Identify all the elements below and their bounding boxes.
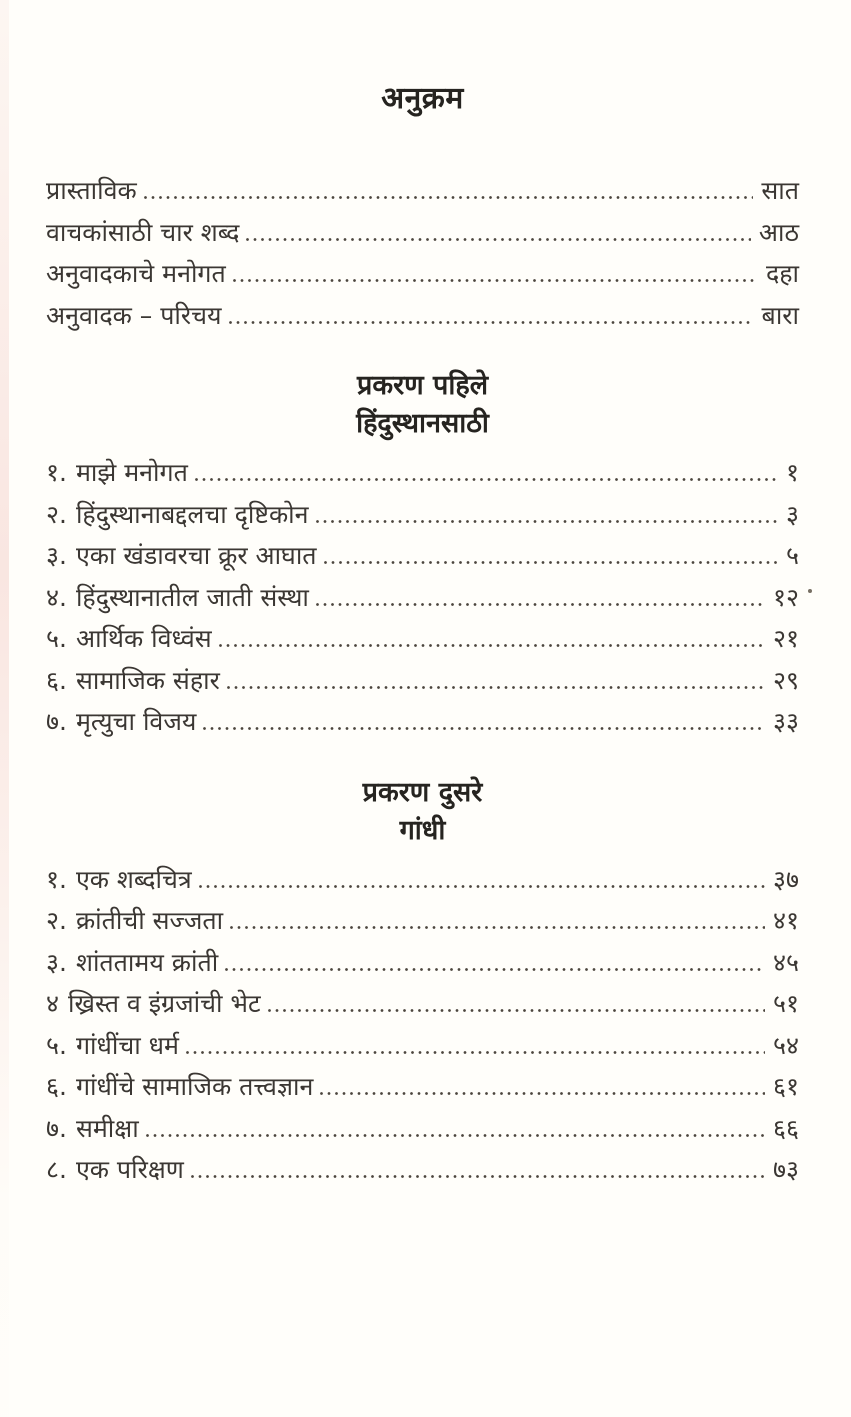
dot-leader [233, 279, 758, 282]
dot-leader [320, 1092, 765, 1095]
page-number: ४१ [772, 906, 799, 935]
entry-number: २. [46, 906, 67, 935]
section-heading [46, 367, 799, 443]
page-number: ४५ [772, 947, 799, 977]
ink-dot-artifact [808, 589, 812, 593]
entry-title: प्रास्ताविक [46, 176, 137, 205]
front-matter-entry [46, 173, 799, 215]
entry-number: ६. [46, 665, 67, 695]
chapter-entry [46, 621, 799, 663]
dot-leader [227, 686, 765, 689]
page-number: ५१ [772, 989, 799, 1018]
dot-leader [199, 885, 765, 888]
page-number: सात [761, 176, 799, 205]
entry-title: आर्थिक विध्वंस [75, 624, 212, 653]
dot-leader [316, 520, 778, 523]
dot-leader [324, 561, 778, 564]
entry-number: ४. [46, 582, 67, 612]
entry-title: हिंदुस्थानातील जाती संस्था [75, 582, 309, 612]
entry-title: समीक्षा [75, 1113, 139, 1143]
page-number: २९ [772, 665, 799, 695]
entry-title: एक परिक्षण [75, 1155, 184, 1184]
page-number: ६१ [772, 1072, 799, 1101]
entry-title: हिंदुस्थानाबद्दलचा दृष्टिकोन [75, 499, 309, 529]
entry-number: ५. [46, 624, 67, 653]
chapter-entry [46, 704, 799, 746]
front-matter-entry [46, 215, 799, 257]
page-number: २१ [772, 624, 799, 653]
entry-title: शांततामय क्रांती [75, 947, 219, 977]
entry-number: १. [46, 864, 67, 894]
entry-title: एका खंडावरचा क्रूर आघात [75, 541, 317, 570]
entry-title: क्रांतीची सज्जता [75, 906, 224, 935]
entry-number: ५. [46, 1030, 67, 1060]
entry-number: २. [46, 499, 67, 529]
page-number: १ [785, 458, 799, 487]
page-number: आठ [758, 217, 799, 247]
chapter-entry [46, 986, 799, 1028]
entry-number: ७. [46, 707, 67, 736]
dot-leader [225, 968, 765, 971]
dot-leader [144, 196, 754, 199]
chapter-entry [46, 862, 799, 904]
dot-leader [316, 603, 765, 606]
section-heading-line2: गांधी [399, 814, 446, 846]
chapter-entry [46, 538, 799, 580]
entry-number: ६. [46, 1072, 67, 1101]
section-heading-line2: हिंदुस्थानसाठी [356, 408, 489, 439]
chapter-list [46, 455, 799, 746]
dot-leader [246, 238, 751, 241]
dot-leader [203, 727, 765, 730]
entry-number: ८. [46, 1155, 67, 1184]
page-number: १२ [772, 582, 799, 612]
chapter-list [46, 862, 799, 1194]
entry-number: १. [46, 458, 67, 487]
dot-leader [195, 478, 778, 481]
dot-leader [146, 1134, 765, 1137]
dot-leader [191, 1175, 765, 1178]
dot-leader [219, 644, 765, 647]
chapter-entry [46, 663, 799, 705]
page-number: दहा [765, 259, 799, 288]
section-heading-line1: प्रकरण पहिले [356, 370, 489, 401]
page-number: ५ [785, 541, 799, 570]
page-number: ६६ [772, 1113, 799, 1143]
page-number: ३ [785, 499, 799, 529]
dot-leader [268, 1009, 765, 1012]
page-number: ५४ [772, 1030, 799, 1060]
dot-leader [230, 926, 765, 929]
contents-title: अनुक्रम [381, 81, 464, 116]
page-number: ३७ [772, 864, 799, 894]
entry-number: ३. [46, 541, 67, 570]
entry-title: माझे मनोगत [75, 458, 188, 487]
entry-title: गांधींचे सामाजिक तत्त्वज्ञान [75, 1072, 314, 1101]
page-number: ३३ [772, 707, 799, 736]
entry-title: सामाजिक संहार [75, 665, 220, 695]
entry-title: वाचकांसाठी चार शब्द [46, 217, 240, 247]
chapter-entry [46, 580, 799, 622]
page-number: ७३ [772, 1155, 799, 1184]
chapter-entry [46, 903, 799, 945]
front-matter-entry [46, 256, 799, 298]
dot-leader [229, 321, 754, 324]
front-matter-entry [46, 298, 799, 340]
entry-title: अनुवादकाचे मनोगत [46, 259, 226, 288]
front-matter-list [46, 173, 799, 339]
chapter-entry [46, 497, 799, 539]
entry-number: ३. [46, 947, 67, 977]
chapter-entry [46, 1028, 799, 1070]
chapter-entry [46, 945, 799, 987]
chapter-entry [46, 455, 799, 497]
entry-title: एक शब्दचित्र [75, 864, 192, 894]
section-heading-line1: प्रकरण दुसरे [362, 776, 483, 808]
entry-title: अनुवादक – परिचय [46, 300, 222, 330]
entry-title: मृत्युचा विजय [75, 707, 197, 736]
entry-title: ख्रिस्त व इंग्रजांची भेट [68, 989, 261, 1018]
chapter-entry [46, 1069, 799, 1111]
section-heading [46, 774, 799, 850]
entry-number: ४ [46, 989, 60, 1018]
scan-edge-tint [0, 0, 9, 1417]
chapter-entry [46, 1152, 799, 1194]
entry-title: गांधींचा धर्म [75, 1030, 179, 1060]
page-number: बारा [761, 300, 799, 330]
entry-number: ७. [46, 1113, 67, 1143]
chapter-entry [46, 1111, 799, 1153]
dot-leader [186, 1051, 765, 1054]
